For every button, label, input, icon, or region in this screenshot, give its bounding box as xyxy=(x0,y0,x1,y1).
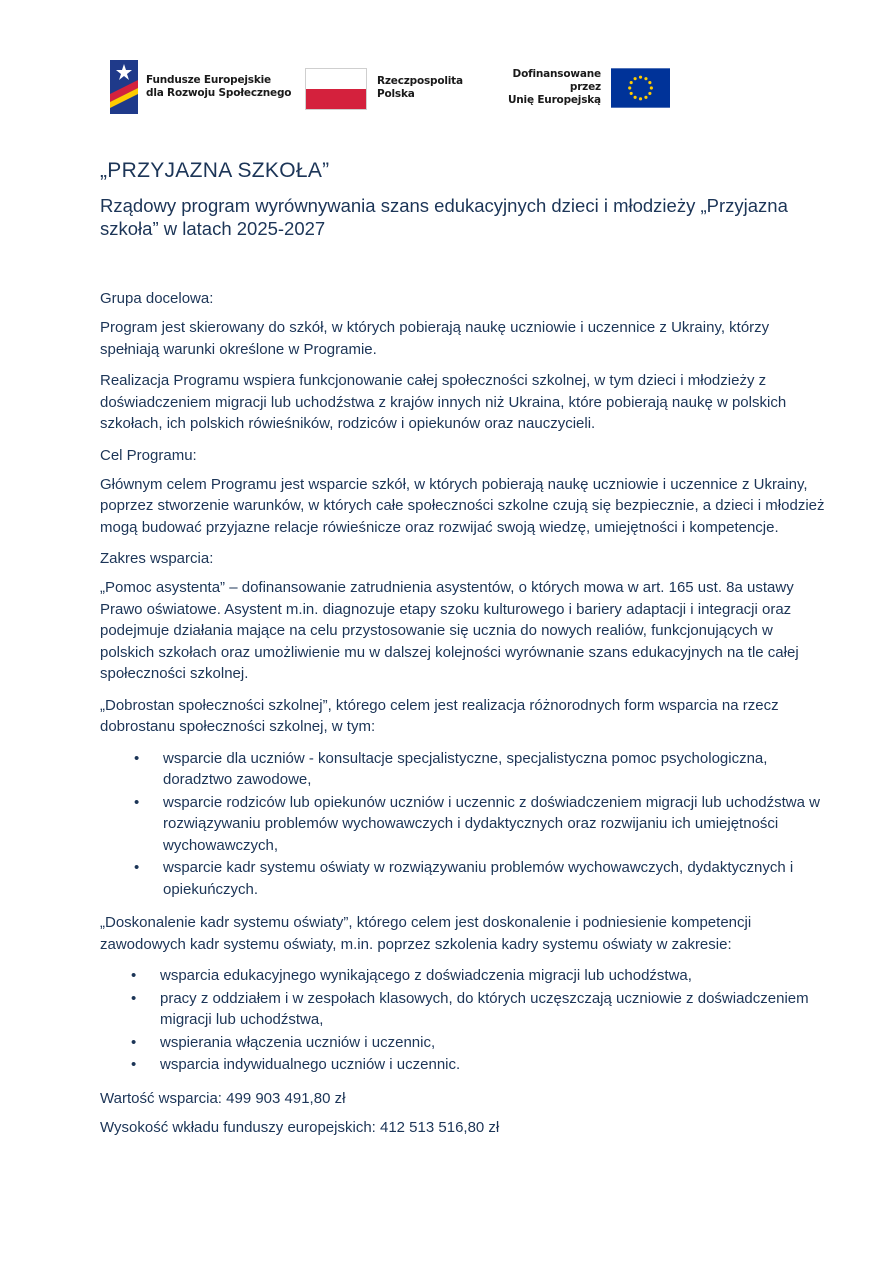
fe-name-line2: dla Rozwoju Społecznego xyxy=(146,87,292,99)
bullet-icon: • xyxy=(131,967,137,984)
bullet-icon: • xyxy=(131,1033,137,1051)
wellbeing-text: „Dobrostan społeczności szkolnej”, którego celem jest realizacja różnorodnych form wsparcia na rzecz dobrostanu społeczności szkolnej, w tym: xyxy=(100,696,779,735)
list-item: • pracy z oddziałem i w zespołach klasowych, do których uczęszczają uczniowie z doświadczeniem migracji lub uchodźstwa, xyxy=(131,989,809,1028)
bullet-icon: • xyxy=(134,859,140,876)
target-group-text-1: Program jest skierowany do szkół, w których pobierają naukę uczniowie i uczennice z Ukrainy, którzy spełniają warunki określone w Programie. xyxy=(100,319,770,358)
fe-name-line1: Fundusze Europejskie xyxy=(146,74,271,86)
eu-logo xyxy=(480,60,670,108)
goal-text: Głównym celem Programu jest wsparcie szkół, w których pobierają naukę uczniowie i uczennice z Ukrainy, poprzez stworzenie warunków, w których całe społeczności szkolne czują się bezpiecznie, a dzieci i młodzież mogą budować przyjazne relacje rówieśnicze oraz rozwijać swoją wiedzę, umiejętności i kompetencje. xyxy=(100,475,825,536)
document-body xyxy=(100,158,830,1146)
eu-flag-icon xyxy=(611,68,670,108)
eu-contribution-value: Wysokość wkładu funduszy europejskich: 412 513 516,80 zł xyxy=(100,1118,500,1136)
bullet-icon: • xyxy=(131,1056,137,1073)
list-item: • wsparcia indywidualnego uczniów i uczennic. xyxy=(100,1054,830,1076)
scope-label: Zakres wsparcia: xyxy=(100,550,214,567)
rp-name-line1: Rzeczpospolita xyxy=(377,75,463,87)
target-group-text-2: Realizacja Programu wspiera funkcjonowanie całej społeczności szkolnej, w tym dzieci i młodzieży z doświadczeniem migracji lub uchodźstwa z krajów innych niż Ukraina, które pobierają naukę w polskich szkołach, ich polskich rówieśników, rodziców i opiekunów oraz nauczycieli. xyxy=(100,372,787,432)
polish-flag-icon xyxy=(305,68,367,110)
bullet-icon: • xyxy=(131,989,137,1007)
wellbeing-list xyxy=(100,748,830,901)
eu-name-line2: Unię Europejską xyxy=(507,93,601,106)
assistant-help-text: „Pomoc asystenta” – dofinansowanie zatrudnienia asystentów, o których mowa w art. 165 ust. 8a ustawy Prawo oświatowe. Asystent m.in. diagnozuje etapy szoku kulturowego i bariery adaptacji i integracji oraz podejmuje działania mające na celu przystosowanie się ucznia do nowych realiów, funkcjonujących w polskich szkołach oraz umożliwienie mu w dalszej kolejności wyrównanie szans edukacyjnych na tle całej społeczności szkolnej. xyxy=(100,579,799,682)
target-group-label: Grupa docelowa: xyxy=(100,290,214,307)
rp-name-line2: Polska xyxy=(377,88,415,100)
list-item: • wsparcia edukacyjnego wynikającego z doświadczenia migracji lub uchodźstwa, xyxy=(100,965,830,987)
staff-training-text: „Doskonalenie kadr systemu oświaty”, którego celem jest doskonalenie i podniesienie kompetencji zawodowych kadr systemu oświaty, m.in. poprzez szkolenia kadry systemu oświaty w zakresie: xyxy=(100,914,752,953)
list-item: • wsparcie rodziców lub opiekunów uczniów i uczennic z doświadczeniem migracji lub uchodźstwa w rozwiązywaniu problemów wychowawczych i dydaktycznych oraz rozwijaniu ich umiejętności wychowawczych, xyxy=(134,793,820,854)
eu-name-line1: Dofinansowane przez xyxy=(512,67,601,93)
staff-training-list xyxy=(100,965,830,1076)
list-item: • wspierania włączenia uczniów i uczennic, xyxy=(100,1032,830,1054)
page-title: „PRZYJAZNA SZKOŁA” xyxy=(100,159,330,182)
list-item: • wsparcie dla uczniów - konsultacje specjalistyczne, specjalistyczna pomoc psychologiczna, doradztwo zawodowe, xyxy=(134,749,768,788)
list-item: • wsparcie kadr systemu oświaty w rozwiązywaniu problemów wychowawczych, dydaktycznych i opiekuńczych. xyxy=(134,859,794,898)
support-value: Wartość wsparcia: 499 903 491,80 zł xyxy=(100,1089,346,1107)
bullet-icon: • xyxy=(134,793,140,811)
goal-label: Cel Programu: xyxy=(100,446,197,464)
logo-bar xyxy=(110,60,670,116)
bullet-icon: • xyxy=(134,749,140,767)
fe-emblem-icon xyxy=(110,60,138,114)
page-subtitle: Rządowy program wyrównywania szans edukacyjnych dzieci i młodzieży „Przyjazna szkoła” w latach 2025-2027 xyxy=(100,195,788,239)
fe-logo xyxy=(110,60,291,114)
rp-logo xyxy=(305,60,463,110)
